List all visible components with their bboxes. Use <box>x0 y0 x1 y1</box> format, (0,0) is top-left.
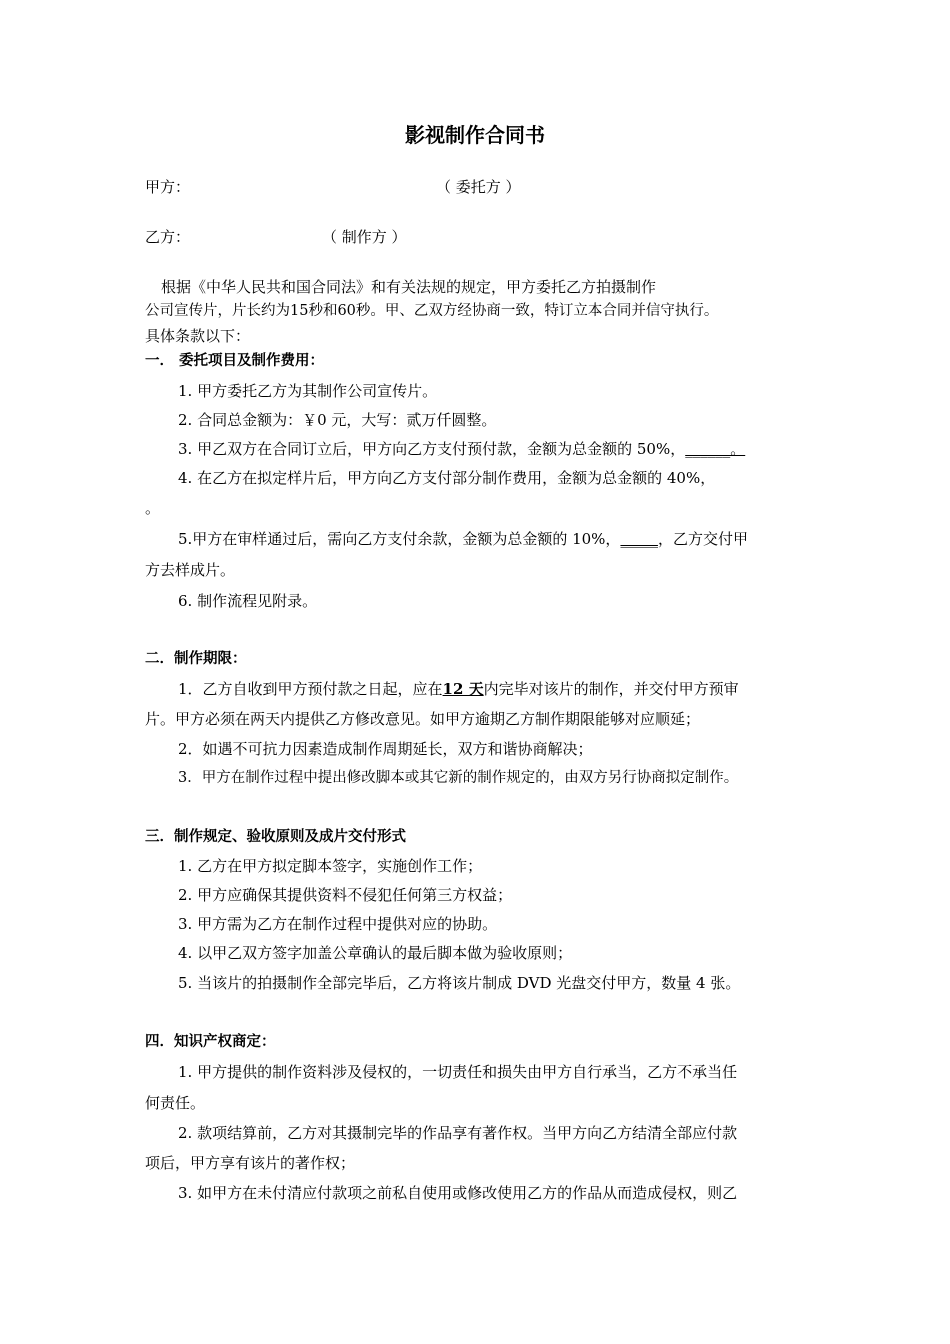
section-1-item-4-line-1: 4. 在乙方在拟定样片后，甲方向乙方支付部分制作费用，金额为总金额的 40%， <box>178 469 716 487</box>
section-1-heading: 一． 委托项目及制作费用： <box>145 353 325 369</box>
section-4-item-1-line-1: 1. 甲方提供的制作资料涉及侵权的，一切责任和损失由甲方自行承当，乙方不承当任 <box>178 1063 738 1081</box>
section-1-item-1: 1. 甲方委托乙方为其制作公司宣传片。 <box>178 382 438 400</box>
section-1-item-3-text: 3. 甲乙双方在合同订立后，甲方向乙方支付预付款，金额为总金额的 50%， <box>178 440 686 458</box>
party-b-role: （ 制作方 ） <box>322 228 407 246</box>
section-1-item-2: 2. 合同总金额为：￥0 元，大写：贰万仟圆整。 <box>178 411 497 429</box>
section-4-item-1-line-2: 何责任。 <box>145 1094 206 1112</box>
section-4-item-3-line-1: 3. 如甲方在未付清应付款项之前私自使用或修改使用乙方的作品从而造成侵权，则乙 <box>178 1184 738 1202</box>
section-3-heading: 三．制作规定、验收原则及成片交付形式 <box>145 829 406 845</box>
intro-line-1: 根据《中华人民共和国合同法》和有关法规的规定，甲方委托乙方拍摄制作 <box>161 278 657 296</box>
section-3-item-4: 4. 以甲乙双方签字加盖公章确认的最后脚本做为验收原则； <box>178 944 573 962</box>
section-4-item-2-line-2: 项后，甲方享有该片的著作权； <box>145 1154 356 1172</box>
section-4-heading: 四．知识产权商定： <box>145 1034 276 1050</box>
section-3-item-1: 1. 乙方在甲方拟定脚本签字，实施创作工作； <box>178 857 483 875</box>
intro-line-3: 具体条款以下： <box>145 327 251 345</box>
section-2-item-2: 2．如遇不可抗力因素造成制作周期延长，双方和谐协商解决； <box>178 740 593 758</box>
section-2-item-1-days: 12 天 <box>442 680 484 698</box>
party-a-role: （ 委托方 ） <box>436 178 521 196</box>
section-3-item-3: 3. 甲方需为乙方在制作过程中提供对应的协助。 <box>178 915 498 933</box>
section-1-item-4-line-2: 。 <box>145 499 161 517</box>
party-b-label: 乙方： <box>145 228 191 246</box>
document-title: 影视制作合同书 <box>405 123 545 147</box>
section-2-item-1-line-2: 片。甲方必须在两天内提供乙方修改意见。如甲方逾期乙方制作期限能够对应顺延； <box>145 710 701 728</box>
section-3-item-2: 2. 甲方应确保其提供资料不侵犯任何第三方权益； <box>178 886 513 904</box>
section-2-item-1-part-1: 1．乙方自收到甲方预付款之日起，应在 <box>178 680 443 698</box>
section-1-item-3-blank: ______。 <box>685 440 746 458</box>
intro-line-2: 公司宣传片，片长约为15秒和60秒。甲、乙双方经协商一致，特订立本合同并信守执行。 <box>145 303 719 319</box>
section-1-item-5-part-2: ，乙方交付甲 <box>657 530 748 548</box>
section-1-item-3 <box>178 438 745 460</box>
section-1-item-5-part-1: 5.甲方在审样通过后，需向乙方支付余款，金额为总金额的 10%， <box>178 530 621 548</box>
section-1-item-6: 6. 制作流程见附录。 <box>178 592 318 610</box>
section-3-item-5: 5. 当该片的拍摄制作全部完毕后，乙方将该片制成 DVD 光盘交付甲方，数量 4 张。 <box>178 974 741 992</box>
section-4-item-2-line-1: 2. 款项结算前，乙方对其摄制完毕的作品享有著作权。当甲方向乙方结清全部应付款 <box>178 1124 738 1142</box>
section-2-item-1-part-2: 内完毕对该片的制作，并交付甲方预审 <box>483 680 739 698</box>
section-1-item-5 <box>178 528 748 550</box>
section-2-heading: 二．制作期限： <box>145 651 247 667</box>
section-1-item-5-blank: _____ <box>620 530 658 548</box>
section-1-item-5-line-2: 方去样成片。 <box>145 561 236 579</box>
section-2-item-3: 3．甲方在制作过程中提出修改脚本或其它新的制作规定的，由双方另行协商拟定制作。 <box>178 770 739 786</box>
section-2-item-1 <box>178 678 739 700</box>
party-a-label: 甲方： <box>145 178 191 196</box>
